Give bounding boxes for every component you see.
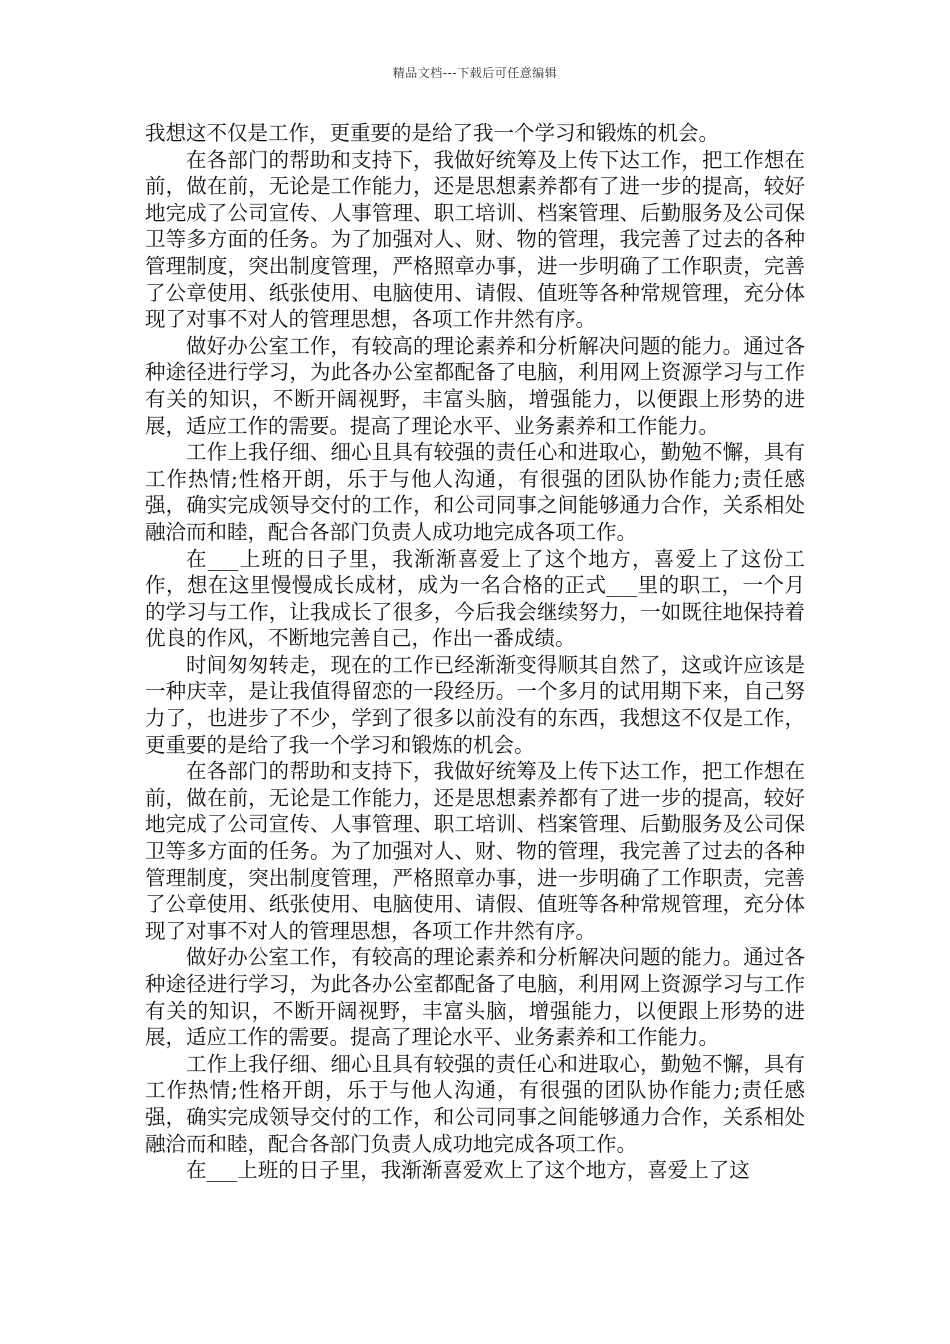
paragraph: 做好办公室工作，有较高的理论素养和分析解决问题的能力。通过各种途径进行学习，为此各办公室都配备了电脑，利用网上资源学习与工作有关的知识，不断开阔视野，丰富头脑，增强能力，以便跟上形势的进展，适应工作的需要。提高了理论水平、业务素养和工作能力。 <box>145 945 805 1050</box>
paragraph: 我想这不仅是工作，更重要的是给了我一个学习和锻炼的机会。 <box>145 121 719 145</box>
document-body <box>145 120 805 1184</box>
page-header: 精品文档---下载后可任意编辑 <box>392 66 558 80</box>
paragraph: 工作上我仔细、细心且具有较强的责任心和进取心，勤勉不懈，具有工作热情;性格开朗，乐于与他人沟通，有很强的团队协作能力;责任感强，确实完成领导交付的工作，和公司同事之间能够通力合作，关系相处融洽而和睦，配合各部门负责人成功地完成各项工作。 <box>145 440 805 544</box>
paragraph: 在各部门的帮助和支持下，我做好统筹及上传下达工作，把工作想在前，做在前，无论是工作能力，还是思想素养都有了进一步的提高，较好地完成了公司宣传、人事管理、职工培训、档案管理、后勤服务及公司保卫等多方面的任务。为了加强对人、财、物的管理，我完善了过去的各种管理制度，突出制度管理，严格照章办事，进一步明确了工作职责，完善了公章使用、纸张使用、电脑使用、请假、值班等各种常规管理，充分体现了对事不对人的管理思想，各项工作井然有序。 <box>145 759 805 943</box>
paragraph: 在___上班的日子里，我渐渐喜爱上了这个地方，喜爱上了这份工作，想在这里慢慢成长成材，成为一名合格的正式___里的职工，一个月的学习与工作，让我成长了很多，今后我会继续努力，一如既往地保持着优良的作风，不断地完善自己，作出一番成绩。 <box>145 546 805 651</box>
paragraph: 在各部门的帮助和支持下，我做好统筹及上传下达工作，把工作想在前，做在前，无论是工作能力，还是思想素养都有了进一步的提高，较好地完成了公司宣传、人事管理、职工培训、档案管理、后勤服务及公司保卫等多方面的任务。为了加强对人、财、物的管理，我完善了过去的各种管理制度，突出制度管理，严格照章办事，进一步明确了工作职责，完善了公章使用、纸张使用、电脑使用、请假、值班等各种常规管理，充分体现了对事不对人的管理思想，各项工作井然有序。 <box>145 147 805 332</box>
paragraph: 时间匆匆转走，现在的工作已经渐渐变得顺其自然了，这或许应该是一种庆幸，是让我值得留恋的一段经历。一个多月的试用期下来，自己努力了，也进步了不少，学到了很多以前没有的东西，我想这不仅是工作，更重要的是给了我一个学习和锻炼的机会。 <box>145 652 805 757</box>
paragraph: 在___上班的日子里，我渐渐喜爱欢上了这个地方，喜爱上了这 <box>186 1158 750 1183</box>
paragraph: 做好办公室工作，有较高的理论素养和分析解决问题的能力。通过各种途径进行学习，为此各办公室都配备了电脑，利用网上资源学习与工作有关的知识，不断开阔视野，丰富头脑，增强能力，以便跟上形势的进展，适应工作的需要。提高了理论水平、业务素养和工作能力。 <box>145 333 805 438</box>
paragraph: 工作上我仔细、细心且具有较强的责任心和进取心，勤勉不懈，具有工作热情;性格开朗，乐于与他人沟通，有很强的团队协作能力;责任感强，确实完成领导交付的工作，和公司同事之间能够通力合作，关系相处融洽而和睦，配合各部门负责人成功地完成各项工作。 <box>145 1051 805 1156</box>
